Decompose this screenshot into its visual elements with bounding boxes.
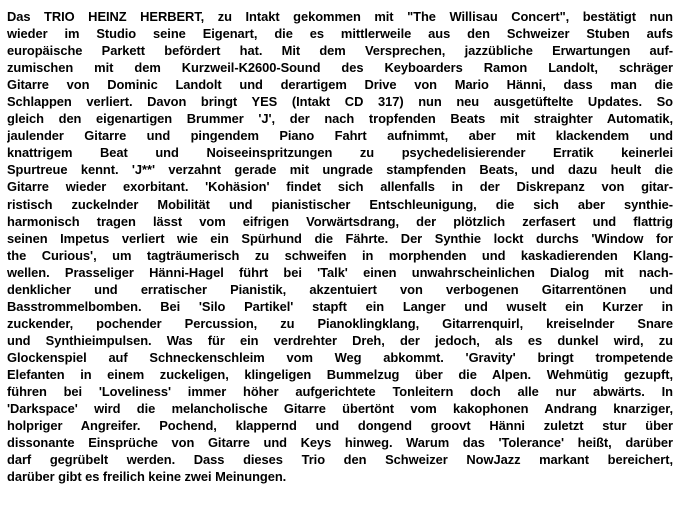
article-text: the Curious', um tagträumerisch zu schweifen in morphenden und kaskadierenden Klang- [7, 247, 673, 263]
article-line [7, 196, 673, 213]
article-line [7, 178, 673, 195]
article-text: wieder im Studio seine Eigenart, die es mittlerweile aus den Schweizer Stuben aufs [7, 26, 673, 42]
article-line [7, 298, 673, 315]
article-text: Glockenspiel auf Schneckenschleim vom Weg abkommt. 'Gravity' bringt trompetende [7, 349, 673, 365]
article-text: europäische Parkett befördert hat. Mit dem Versprechen, jazzübliche Erwartungen auf- [7, 43, 673, 59]
article-text: seinen Impetus verliert wie ein Spürhund die Fährte. Der Synthie lockt durchs 'Window for [7, 230, 673, 246]
review-text-block [7, 8, 673, 498]
album-title: YES [251, 94, 278, 110]
article-body [7, 8, 673, 485]
article-text: denklicher und erratischer Pianistik, akzentuiert von verbogenen Gitarrentönen und [7, 281, 673, 297]
article-line [7, 315, 673, 332]
article-text: Gitarre wieder exorbitant. 'Kohäsion' findet sich allenfalls in der Diskrepanz von gitar- [7, 179, 673, 195]
article-text: Basstrommelbomben. Bei 'Silo Partikel' stapft ein Langer und wuselt ein Kurzer in [7, 298, 673, 314]
article-line [7, 451, 673, 468]
article-text: und Synthieimpulsen. Was für ein verdrehter Dreh, der jedoch, als es dunkel wird, zu [7, 332, 673, 348]
article-line [7, 76, 673, 93]
article-text: Gitarre von Dominic Landolt und derartigem Drive von Mario Hänni, dass man die [7, 77, 673, 93]
article-line [7, 59, 673, 76]
article-text: führen bei 'Loveliness' immer höher aufgerichtete Tonleitern doch alle nur abwärts. In [7, 384, 673, 400]
article-text: gleich den eigenartigen Brummer 'J', der nach tropfenden Beats mit straighter Automatik, [7, 111, 673, 127]
article-line [7, 42, 673, 59]
article-line [7, 110, 673, 127]
article-text: harmonisch tragen lässt vom eifrigen Vorwärtsdrang, der plötzlich zerfasert und flattrig [7, 213, 673, 229]
article-line [7, 230, 673, 247]
article-text: jaulender Gitarre und pingendem Piano Fahrt aufnimmt, aber mit klackendem und [7, 128, 673, 144]
article-text: 'Darkspace' wird die melancholische Gitarre übertönt vom kakophonen Andrang knarziger, [7, 401, 673, 417]
article-line [7, 349, 673, 366]
article-text: darüber gibt es freilich keine zwei Meinungen. [7, 469, 287, 485]
article-line [7, 161, 673, 178]
article-text: dissonante Einsprüche von Gitarre und Keys hinweg. Warum das 'Tolerance' heißt, darüber [7, 435, 673, 451]
article-line [7, 264, 673, 281]
article-line [7, 366, 673, 383]
article-line [7, 25, 673, 42]
article-line [7, 281, 673, 298]
article-text: Schlappen verliert. Davon bringt [7, 94, 252, 110]
article-line [7, 144, 673, 161]
article-line [7, 417, 673, 434]
article-text: (Intakt CD 317) nun neu ausgetüftelte Updates. So [277, 94, 673, 110]
article-line [7, 434, 673, 451]
article-line [7, 93, 673, 110]
article-line [7, 468, 673, 485]
article-line [7, 213, 673, 230]
article-text: zuckender, pochender Percussion, zu Pianoklingklang, Gitarrenquirl, kreiselnder Snare [7, 315, 673, 331]
article-line [7, 383, 673, 400]
article-text: Elefanten in einem zuckeligen, klingeligen Bummelzug über die Alpen. Wehmütig gezupft, [7, 366, 673, 382]
article-line [7, 247, 673, 264]
article-text: darf gegrübelt werden. Dass dieses Trio den Schweizer NowJazz markant bereichert, [7, 452, 673, 468]
article-text: Spurtreue kennt. 'J**' verzahnt gerade mit ungrade stampfenden Beats, und dazu heult die [7, 162, 673, 178]
article-line [7, 332, 673, 349]
article-text: zumischen mit dem Kurzweil-K2600-Sound des Keyboarders Ramon Landolt, schräger [7, 60, 673, 76]
article-text: knattrigem Beat und Noiseeinspritzungen zu psychedelisierender Erratik keinerlei [7, 145, 673, 161]
article-text: holpriger Angreifer. Pochend, klappernd und dongend groovt Hänni zuletzt stur über [7, 418, 673, 434]
article-line [7, 127, 673, 144]
article-text: Das TRIO HEINZ HERBERT, zu Intakt gekommen mit "The Willisau Concert", bestätigt nun [7, 9, 673, 24]
article-line [7, 400, 673, 417]
article-text: ristisch zuckelnder Mobilität und pianistischer Entschleunigung, die sich aber synthie- [7, 196, 673, 212]
article-line [7, 8, 673, 25]
article-text: wellen. Prasseliger Hänni-Hagel führt bei 'Talk' einen unwahrscheinlichen Dialog mit nach- [7, 264, 673, 280]
